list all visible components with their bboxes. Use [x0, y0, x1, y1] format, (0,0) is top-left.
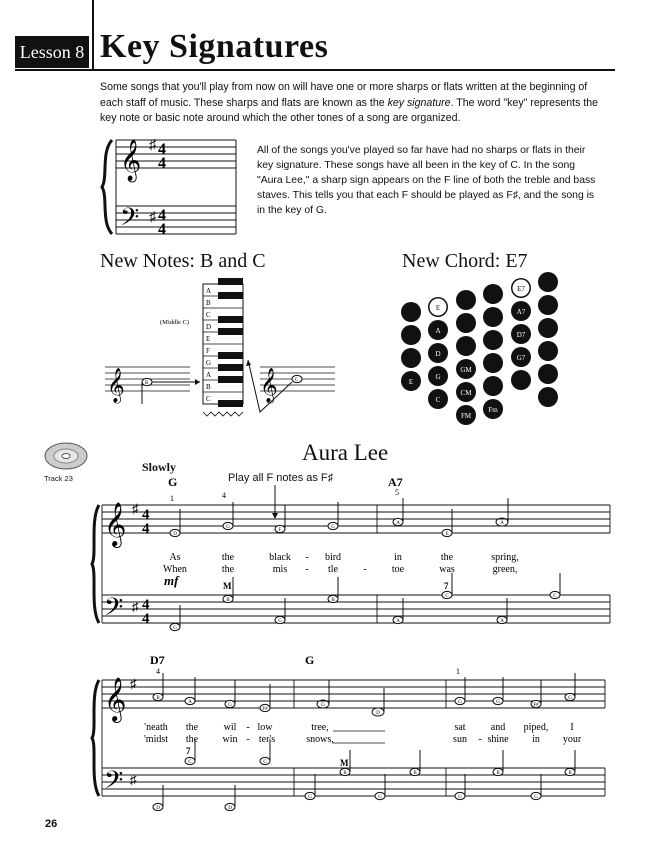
page-number: 26 — [45, 818, 58, 830]
lyric: tree, — [311, 722, 329, 733]
button-label: A7 — [516, 308, 526, 316]
lyric: and — [490, 722, 506, 733]
svg-text:4: 4 — [142, 611, 150, 627]
treble-notes — [153, 673, 575, 716]
sharp-icon: ♯ — [132, 501, 139, 516]
note-letter: G — [226, 525, 230, 530]
note-letter: G — [278, 619, 282, 624]
treble-clef-icon: 𝄞 — [260, 369, 278, 402]
note-letter: A — [500, 521, 504, 526]
lyric: was — [439, 564, 455, 575]
key-letter: G — [206, 359, 212, 367]
note-letter: F# — [262, 707, 268, 712]
lyric: sun — [453, 734, 467, 745]
new-notes-heading: New Notes: B and C — [100, 250, 266, 272]
button-label: A — [435, 327, 441, 335]
lyric: green, — [492, 564, 518, 575]
sharp-icon: ♯ — [149, 138, 156, 153]
note-letter: B — [343, 771, 347, 776]
note-letter: D — [173, 532, 177, 537]
treble-clef-icon: 𝄞 — [104, 679, 127, 721]
treble-clef-icon: 𝄞 — [107, 369, 125, 402]
lyric: - — [246, 734, 250, 745]
lyric: piped, — [523, 722, 549, 733]
lyric: low — [257, 722, 273, 733]
note-letter: G — [496, 700, 500, 705]
button-label: GM — [460, 366, 472, 374]
key-letter: A — [206, 371, 212, 379]
lyric: - — [363, 564, 367, 575]
note-letter: C — [188, 760, 192, 765]
bass-fingering: M — [223, 581, 232, 591]
lyric: 'neath — [144, 722, 168, 733]
bass-clef-icon: 𝄢 — [104, 594, 124, 627]
note-letter: A — [500, 619, 504, 624]
button-label: E7 — [517, 285, 525, 293]
chord-symbol: A7 — [388, 475, 403, 489]
key-letter: E — [206, 335, 211, 343]
chord-symbol: G — [168, 475, 178, 489]
music-system-2 — [90, 650, 615, 815]
note-letter: E — [445, 532, 449, 537]
lesson-badge: Lesson 8 — [15, 36, 89, 68]
bass-clef-icon: 𝄢 — [104, 767, 124, 800]
lyric: When — [163, 564, 187, 575]
brace — [92, 505, 99, 623]
lyric: bird — [324, 552, 342, 563]
button-label: E — [408, 378, 414, 386]
sharp-icon: ♯ — [130, 772, 137, 787]
lyric: 'midst — [143, 734, 169, 745]
button-label: D7 — [516, 331, 526, 339]
note-letter: G — [173, 626, 177, 631]
note-letter: G — [228, 703, 232, 708]
note-letter: B — [156, 696, 160, 701]
button-label: CM — [460, 389, 472, 397]
bass-fingering: 7 — [186, 746, 191, 756]
key-letter: C — [206, 311, 211, 319]
sharp-icon: ♯ — [132, 599, 139, 614]
key-letter: A — [206, 287, 212, 295]
time-sig-top: 4 — [158, 141, 166, 158]
fsharp-instruction: Play all F notes as F♯ — [228, 472, 334, 484]
note-letter: G — [458, 700, 462, 705]
note-letter: F — [278, 528, 282, 533]
note-letter: G — [321, 703, 325, 708]
time-sig-bottom: 4 — [158, 221, 166, 238]
lyric: I — [570, 722, 574, 733]
bass-fingering: 7 — [444, 581, 449, 591]
svg-text:4: 4 — [142, 521, 150, 537]
lyric: the — [185, 722, 199, 733]
key-letter: B — [206, 383, 211, 391]
lyric: snows, — [306, 734, 334, 745]
new-notes-diagram — [100, 272, 340, 422]
treble-clef-icon: 𝄞 — [104, 504, 127, 546]
note-c-letter: C — [295, 378, 299, 383]
lyric: your — [562, 734, 582, 745]
lyric: black — [269, 552, 291, 563]
cd-track-icon[interactable] — [44, 442, 90, 472]
button-label: FM — [460, 412, 472, 420]
middle-c-label: (Middle C) — [160, 319, 190, 326]
new-chord-heading: New Chord: E7 — [402, 250, 528, 272]
brace — [102, 140, 112, 234]
note-letter: F# — [533, 703, 539, 708]
lyric: shine — [487, 734, 509, 745]
svg-text:4: 4 — [142, 597, 150, 613]
treble-notes — [170, 498, 508, 537]
intro-paragraph — [100, 80, 600, 127]
lyric: ter's — [258, 734, 276, 745]
note-letter: G — [568, 696, 572, 701]
lyric: in — [394, 552, 402, 563]
note-letter: G — [331, 525, 335, 530]
note-letter: A — [396, 521, 400, 526]
svg-text:4: 4 — [142, 507, 150, 523]
key-letter: B — [206, 299, 211, 307]
button-label: G7 — [516, 354, 526, 362]
lyric: tle — [328, 564, 338, 575]
tempo-marking: Slowly — [142, 460, 177, 474]
note-letter: B — [413, 771, 417, 776]
song-title: Aura Lee — [302, 440, 389, 465]
note-letter: G — [458, 795, 462, 800]
key-letter: F — [206, 347, 210, 355]
note-letter: C — [553, 594, 557, 599]
intro-text-2: . The word "key" represents the key note or basic note around which the other tones of a song are organized. — [100, 96, 599, 124]
sharp-icon: ♯ — [130, 676, 137, 691]
lyric: mis — [272, 564, 288, 575]
lyric: win — [222, 734, 238, 745]
music-system-1 — [90, 475, 615, 635]
header-vertical-rule — [92, 0, 94, 70]
bass-clef-icon: 𝄢 — [120, 204, 140, 237]
note-letter: G — [308, 795, 312, 800]
lyric: in — [532, 734, 540, 745]
note-letter: G — [534, 795, 538, 800]
note-letter: B — [496, 771, 500, 776]
lyric: - — [478, 734, 482, 745]
note-letter: D — [376, 711, 380, 716]
button-label: C — [435, 396, 441, 404]
keyboard-diagram — [160, 278, 243, 416]
intro-text-1: Some songs that you'll play from now on will have one or more sharps or flats written at the beginning of each staff of music. These sharps and flats are known as the — [100, 81, 588, 109]
chord-symbol: D7 — [150, 653, 165, 667]
fingering: 5 — [395, 488, 399, 497]
lyric: - — [305, 564, 309, 575]
dynamic-marking: mf — [164, 573, 179, 588]
note-letter: G — [378, 795, 382, 800]
intro-emphasis: key signature — [387, 96, 451, 109]
key-letter: D — [206, 323, 212, 331]
note-letter: B — [568, 771, 572, 776]
button-label: D — [435, 350, 441, 358]
fingering: 1 — [456, 667, 460, 676]
note-letter: D — [156, 806, 160, 811]
note-letter: C — [263, 760, 267, 765]
fingering: 4 — [156, 667, 160, 676]
accordion-bass-buttons — [395, 270, 575, 435]
lyric: the — [221, 564, 235, 575]
bass-fingering: M — [340, 758, 349, 768]
lyric: toe — [391, 564, 405, 575]
lyric: sat — [454, 722, 466, 733]
time-sig-bottom: 4 — [158, 155, 166, 172]
button-label: Fm — [488, 406, 498, 414]
lyric: the — [221, 552, 235, 563]
lyric: spring, — [491, 552, 519, 563]
fingering: 4 — [222, 491, 226, 500]
note-letter: C — [445, 594, 449, 599]
note-letter: B — [331, 598, 335, 603]
lyric: the — [440, 552, 454, 563]
button-label: E — [435, 304, 441, 312]
lyric: - — [246, 722, 250, 733]
note-letter: D — [228, 806, 232, 811]
button-label: G — [435, 373, 441, 381]
treble-clef-icon: 𝄞 — [120, 140, 142, 180]
button-label: F — [436, 419, 440, 427]
time-sig-top: 4 — [158, 207, 166, 224]
key-signature-example — [96, 132, 246, 244]
lyric: As — [169, 552, 181, 563]
note-letter: A — [188, 700, 192, 705]
key-of-g-paragraph: All of the songs you've played so far have had no sharps or flats in their key signature. These songs have all been in the key of C. In the song "Aura Lee," a sharp sign appears on the F line of both the treble and bass staves. This tells you that each F should be played as F♯, and the song is in the key of G. — [257, 145, 596, 216]
note-letter: A — [396, 619, 400, 624]
title-rule — [15, 69, 615, 71]
lyric: the — [185, 734, 199, 745]
key-letter: C — [206, 395, 211, 403]
sharp-icon: ♯ — [149, 210, 156, 225]
track-label: Track 23 — [44, 474, 73, 483]
lyric: - — [305, 552, 309, 563]
note-letter: B — [226, 598, 230, 603]
lyric: wil — [223, 722, 237, 733]
chord-symbol: G — [305, 653, 315, 667]
brace — [92, 680, 99, 796]
note-b-letter: B — [145, 381, 149, 386]
page-title: Key Signatures — [100, 28, 329, 65]
fingering: 1 — [170, 494, 174, 503]
